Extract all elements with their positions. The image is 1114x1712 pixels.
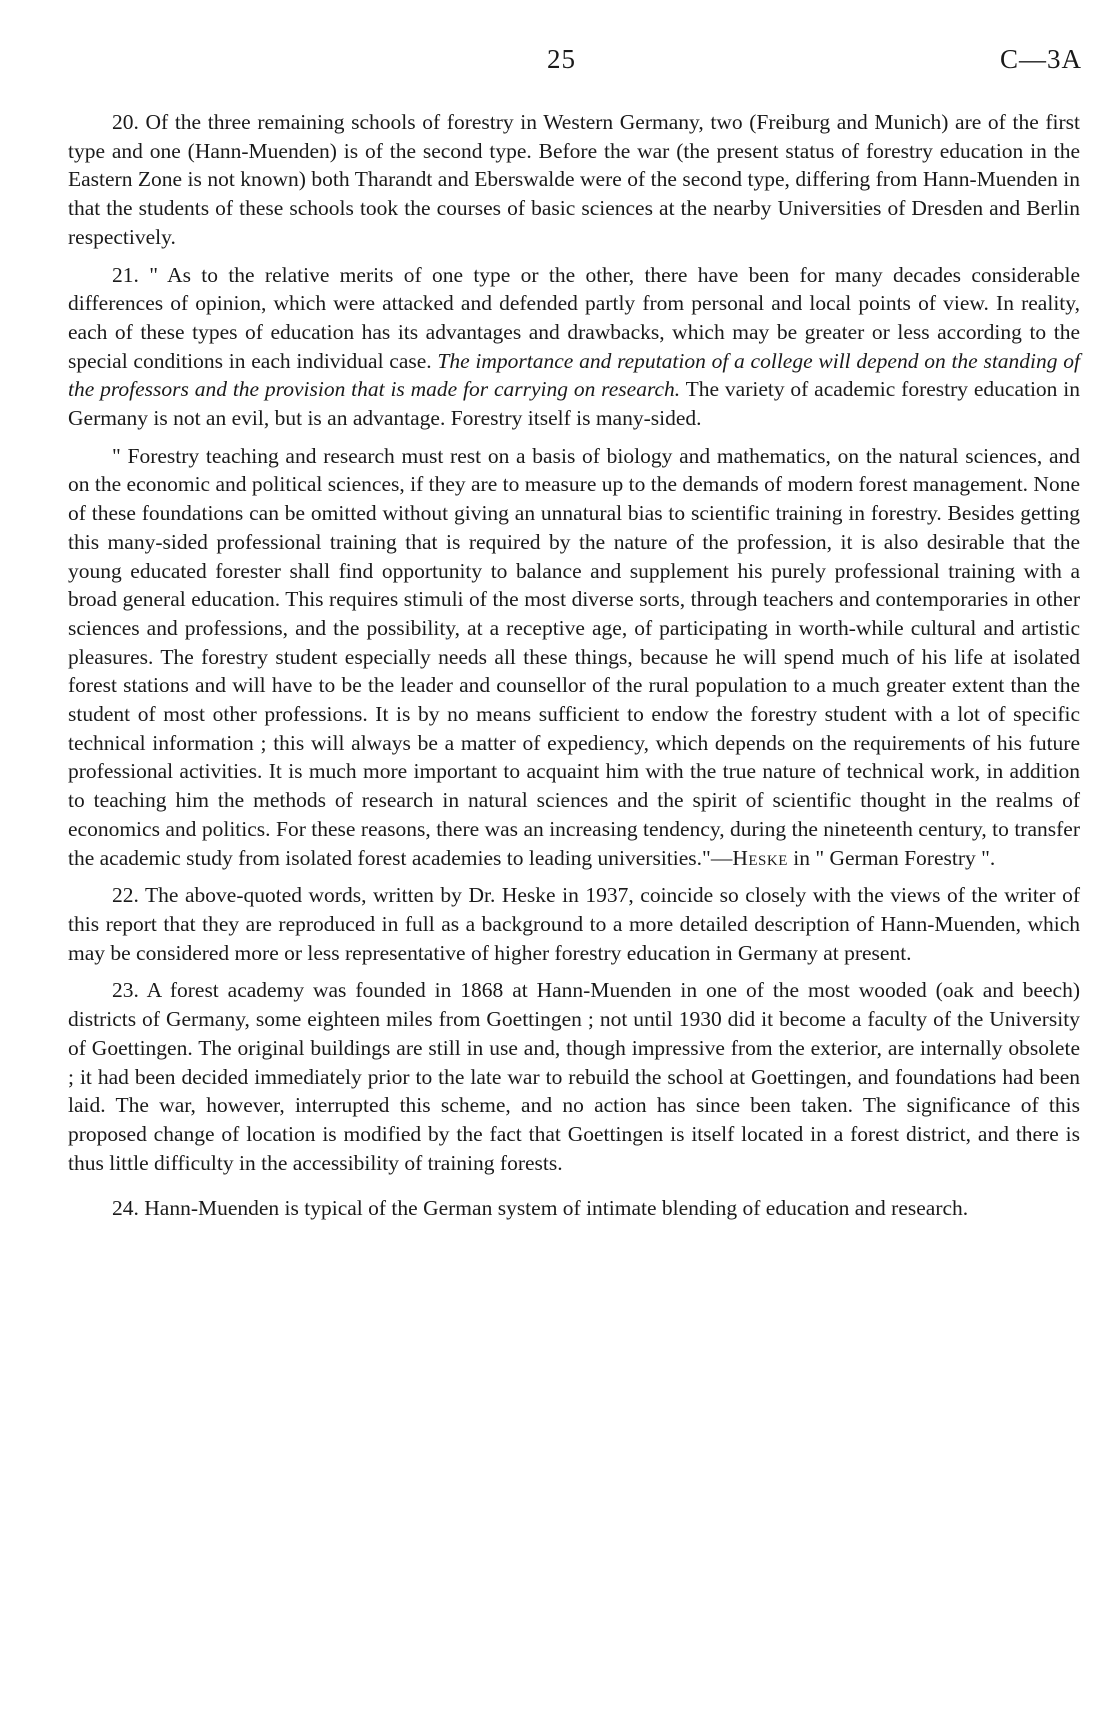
paragraph-24: 24. Hann-Muenden is typical of the German system of intimate blending of education and research.: [112, 1196, 969, 1221]
paragraph-21-text: 21. " As to the relative merits of one type or the other, there have been for many decades considerable differences of opinion, which were attacked and defended partly from personal and local points of view. In reality, each of these types of education has its advantages and drawbacks, which may be greater or less according to the special conditions in each individual case.: [68, 262, 1080, 373]
quotation-author: Heske: [732, 845, 788, 870]
page-number: 25: [547, 44, 576, 74]
paragraph-20: 20. Of the three remaining schools of forestry in Western Germany, two (Freiburg and Munich) are of the first type and one (Hann-Muenden) is of the second type. Before the war (the present status of forestry education in the Eastern Zone is not known) both Tharandt and Eberswalde were of the second type, differing from Hann-Muenden in that the students of these schools took the courses of basic sciences at the nearby Universities of Dresden and Berlin respectively.: [68, 110, 1080, 249]
quotation-source: in " German Forestry ".: [787, 845, 996, 870]
quotation-text: " Forestry teaching and research must rest on a basis of biology and mathematics, on the natural sciences, and on the economic and political sciences, if they are to measure up to the demands of modern forest management. None of these foundations can be omitted without giving an unnatural bias to scientific training in forestry. Besides getting this many-sided professional training that is required by the nature of the profession, it is also desirable that the young educated forester shall find opportunity to balance and supplement his purely professional training with a broad general education. This requires stimuli of the most diverse sorts, through teachers and contemporaries in other sciences and professions, and the possibility, at a receptive age, of participating in worth-while cultural and artistic pleasures. The forestry student especially needs all these things, because he will spend much of his life at isolated forest stations and will have to be the leader and counsellor of the rural population to a much greater extent than the student of most other professions. It is by no means sufficient to endow the forestry student with a lot of specific technical information ; this will always be a matter of expediency, which depends on the requirements of his future professional activities. It is much more important to acquaint him with the true nature of technical work, in addition to teaching him the methods of research in natural sciences and the spirit of scientific thought in the realms of economics and politics. For these reasons, there was an increasing tendency, during the nineteenth century, to transfer the academic study from isolated forest academies to leading universities."—: [68, 443, 1080, 870]
paragraph-21-text-continued: The variety of academic forestry education in Germany is not an evil, but is an advantage. Forestry itself is many-sided.: [68, 377, 1080, 431]
quotation-paragraph: [68, 442, 1080, 873]
paragraph-21-italic-text: The importance and reputation of a college will depend on the standing of the professors and the provision that is made for carrying on research.: [68, 348, 1080, 402]
paragraph-23: 23. A forest academy was founded in 1868 at Hann-Muenden in one of the most wooded (oak and beech) districts of Germany, some eighteen miles from Goettingen ; not until 1930 did it become a faculty of the University of Goettingen. The original buildings are still in use and, though impressive from the exterior, are internally obsolete ; it had been decided immediately prior to the late war to rebuild the school at Goettingen, and foundations had been laid. The war, however, interrupted this scheme, and no action has since been taken. The significance of this proposed change of location is modified by the fact that Goettingen is itself located in a forest district, and there is thus little difficulty in the accessibility of training forests.: [68, 978, 1080, 1175]
body-text: [68, 108, 1080, 1223]
paragraph-21: [68, 261, 1080, 433]
paragraph-22: 22. The above-quoted words, written by Dr. Heske in 1937, coincide so closely with the views of the writer of this report that they are reproduced in full as a background to a more detailed description of Hann-Muenden, which may be considered more or less representative of higher forestry education in Germany at present.: [68, 883, 1080, 965]
page-header: [0, 44, 1114, 84]
document-reference: C—3A: [999, 44, 1082, 74]
